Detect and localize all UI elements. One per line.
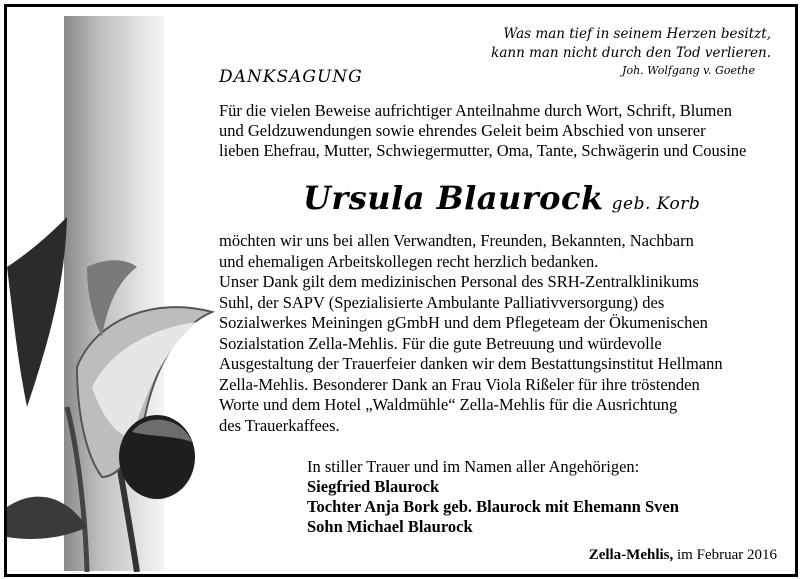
quote-line: Was man tief in seinem Herzen besitzt, [503, 26, 771, 42]
mourner-name: Siegfried Blaurock [307, 477, 440, 496]
body-line: Sozialstation Zella-Mehlis. Für die gute Betreuung und würdevolle [219, 333, 662, 353]
calla-lily-illustration [7, 207, 217, 572]
quote-author: Joh. Wolfgang v. Goethe [622, 64, 755, 77]
date: im Februar 2016 [677, 547, 777, 563]
place: Zella-Mehlis, [588, 547, 674, 563]
thanks-paragraph [219, 231, 789, 436]
body-line: und ehemaligen Arbeitskollegen recht herzlich bedanken. [219, 251, 599, 271]
mourners-intro: In stiller Trauer und im Namen aller Angehörigen: [307, 457, 640, 476]
body-line: Suhl, der SAPV (Spezialisierte Ambulante Palliativversorgung) des [219, 292, 665, 312]
deceased-fullname: Ursula Blaurock [303, 179, 604, 217]
body-line: Ausgestaltung der Trauerfeier danken wir dem Bestattungsinstitut Hellmann [219, 354, 723, 373]
mourner-name: Sohn Michael Blaurock [307, 517, 473, 536]
obituary-card [4, 4, 798, 577]
mourners-block [307, 457, 679, 537]
intro-line: lieben Ehefrau, Mutter, Schwiegermutter, Oma, Tante, Schwägerin und Cousine [219, 141, 747, 160]
lily-leaf-lower [7, 497, 87, 539]
quote-line: kann man nicht durch den Tod verlieren. [491, 45, 771, 61]
body-line: Worte und dem Hotel „Waldmühle“ Zella-Mehlis für die Ausrichtung [219, 395, 678, 414]
body-line: Zella-Mehlis. Besonderer Dank an Frau Viola Rißeler für ihre tröstenden [219, 374, 700, 394]
intro-line: Für die vielen Beweise aufrichtiger Anteilnahme durch Wort, Schrift, Blumen [219, 101, 732, 120]
lily-leaf-dark [7, 217, 67, 407]
intro-line: und Geldzuwendungen sowie ehrendes Geleit beim Abschied von unserer [219, 121, 706, 140]
body-line: des Trauerkaffees. [219, 415, 340, 435]
mourner-name: Tochter Anja Bork geb. Blaurock mit Ehemann Sven [307, 497, 679, 516]
intro-paragraph [219, 101, 779, 161]
deceased-maiden-name: geb. Korb [611, 194, 701, 214]
deceased-name [303, 179, 700, 217]
page-title: DANKSAGUNG [219, 67, 363, 87]
body-line: Sozialwerkes Meiningen gGmbH und dem Pflegeteam der Ökumenischen [219, 313, 708, 332]
body-line: möchten wir uns bei allen Verwandten, Freunden, Bekannten, Nachbarn [219, 231, 694, 250]
body-line: Unser Dank gilt dem medizinischen Personal des SRH-Zentralklinikums [219, 272, 699, 291]
place-date [589, 547, 777, 564]
goethe-quote [491, 25, 771, 78]
